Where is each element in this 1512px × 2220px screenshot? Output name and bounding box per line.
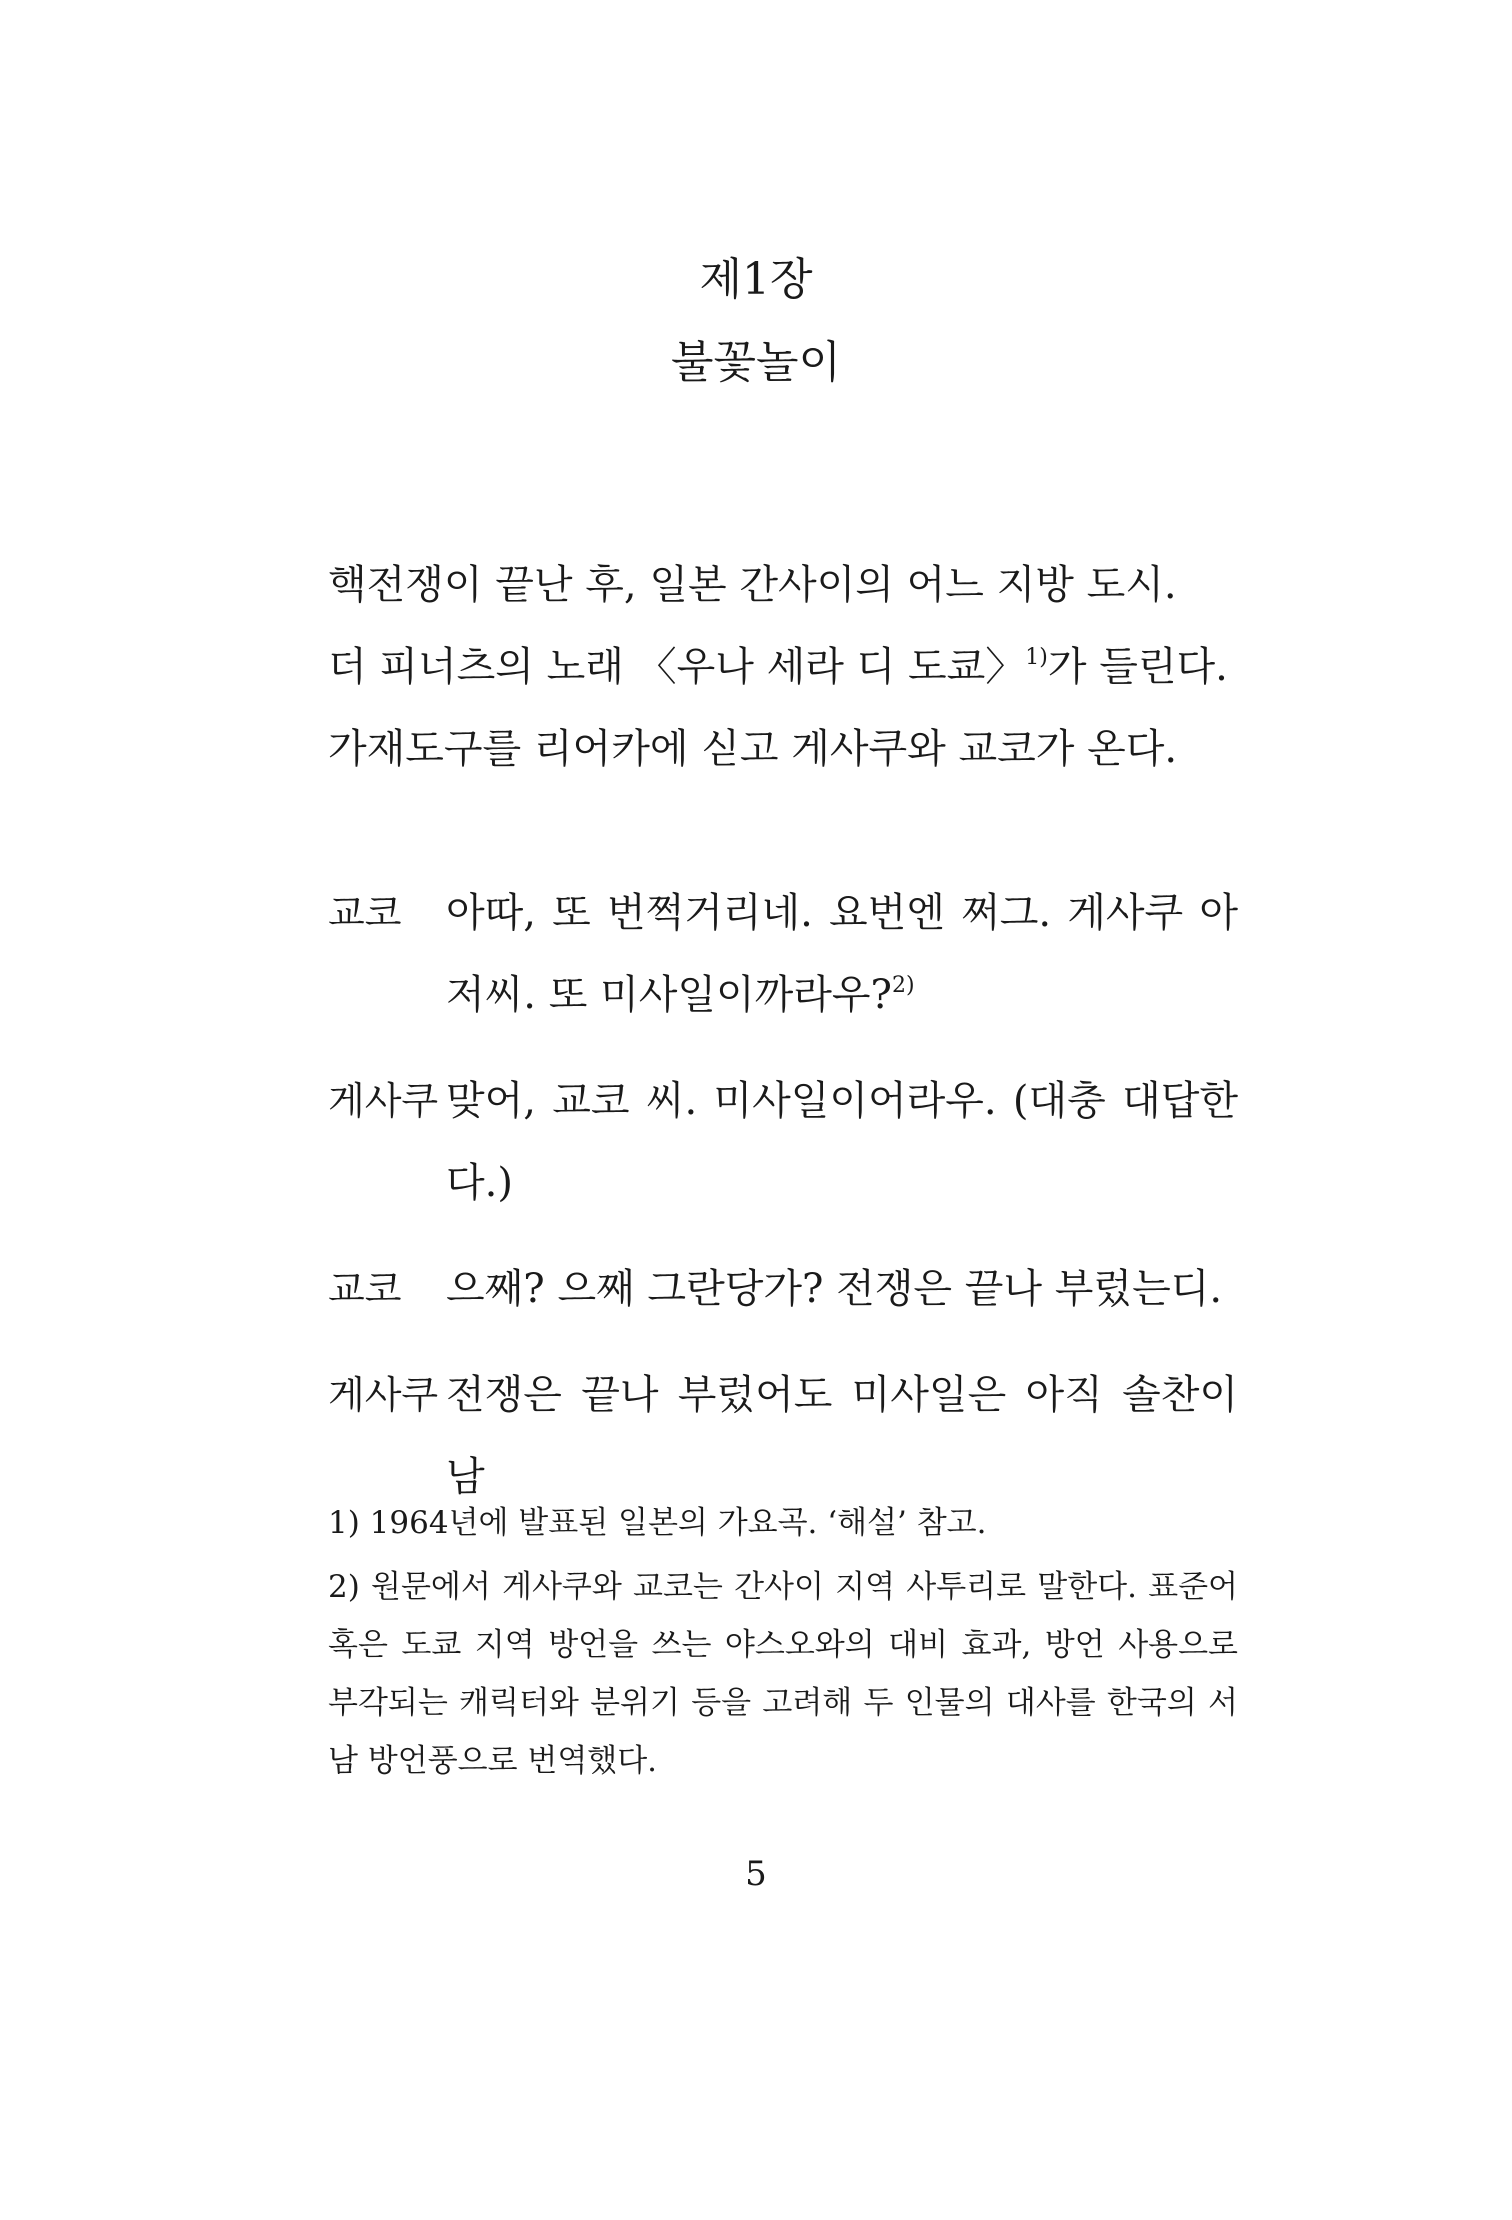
speech-text xyxy=(446,1248,1238,1330)
speech-text xyxy=(446,872,1238,1036)
stage-directions xyxy=(328,560,1238,806)
speech xyxy=(328,1060,1238,1224)
stage-direction-line xyxy=(328,642,1238,692)
footnote-reference: 1) xyxy=(1025,645,1048,670)
speech-text-content: 전쟁은 끝나 부렀어도 미사일은 아직 솔찬이 남 xyxy=(446,1372,1238,1500)
speech xyxy=(328,872,1238,1036)
stage-direction-text: 더 피너츠의 노래 〈우나 세라 디 도쿄〉 xyxy=(328,644,1026,690)
footnote-reference: 2) xyxy=(892,973,915,998)
stage-direction-text: 가재도구를 리어카에 싣고 게사쿠와 교코가 온다. xyxy=(328,726,1178,772)
chapter-title: 불꽃놀이 xyxy=(670,337,841,388)
speaker-name: 교코 xyxy=(328,1267,402,1311)
speech-text-content: 아따, 또 번쩍거리네. 요번엔 쩌그. 게사쿠 아저씨. 또 미사일이까라우? xyxy=(446,890,1238,1018)
stage-direction-line xyxy=(328,724,1238,774)
speech xyxy=(328,1248,1238,1330)
speaker-name: 게사쿠 xyxy=(328,1373,439,1417)
speaker-name: 게사쿠 xyxy=(328,1079,439,1123)
speech-text-content: 으째? 으째 그란당가? 전쟁은 끝나 부렀는디. xyxy=(446,1266,1223,1312)
stage-direction-line xyxy=(328,560,1238,610)
speech-text xyxy=(446,1060,1238,1224)
speech-text-content: 맞어, 교코 씨. 미사일이어라우. (대충 대답한다.) xyxy=(446,1078,1238,1206)
footnote: 2) 원문에서 게사쿠와 교코는 간사이 지역 사투리로 말한다. 표준어 혹은 도쿄 지역 방언을 쓰는 야스오와의 대비 효과, 방언 사용으로 부각되는 캐릭터와 분위기 등을 고려해 두 인물의 대사를 한국의 서남 방언풍으로 번역했다. xyxy=(328,1569,1238,1779)
dialogue xyxy=(328,872,1238,1542)
page-number: 5 xyxy=(745,1854,767,1894)
stage-direction-text-after: 가 들린다. xyxy=(1047,644,1228,690)
chapter-number: 제1장 xyxy=(699,254,813,305)
footnote: 1) 1964년에 발표된 일본의 가요곡. ‘해설’ 참고. xyxy=(328,1505,987,1541)
stage-direction-text: 핵전쟁이 끝난 후, 일본 간사이의 어느 지방 도시. xyxy=(328,562,1177,608)
speaker-name: 교코 xyxy=(328,891,402,935)
footnotes xyxy=(328,1494,1238,1796)
